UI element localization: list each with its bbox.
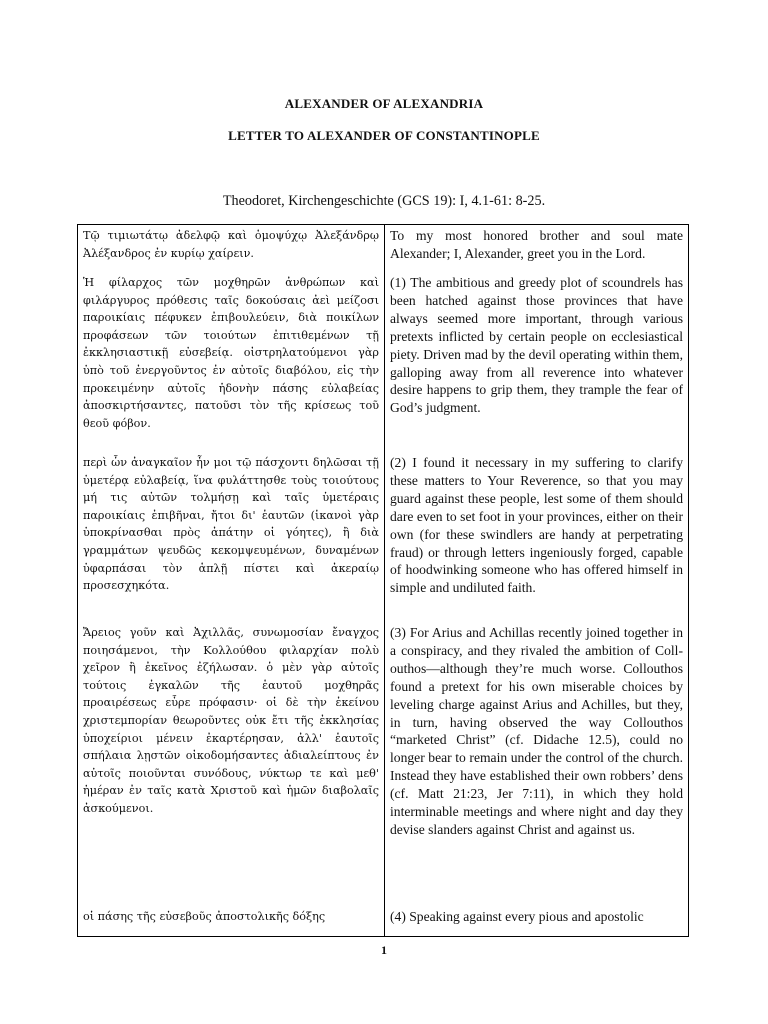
document-title: ALEXANDER OF ALEXANDRIA [284,96,484,111]
parallel-text-table [77,224,689,937]
greek-paragraph-2: περὶ ὧν ἀναγκαῖον ἦν μοι τῷ πάσχοντι δηλῶσαι τῇ ὑμετέρᾳ εὐλαβείᾳ, ἵνα φυλάττησθε τοὺς τοιούτους μή τις αὐτῶν τολμήσῃ καὶ ταῖς ὑμετέραις παροικίαις ἐπιβῆναι, ἤτοι δι' ἑαυτῶν (ἱκανοὶ γὰρ ὑποκρίνασθαι πρὸς ἀπάτην οἱ γόητες), ἢ διὰ γραμμάτων ψευδῶς κεκομψευμένων, δυναμένων ὑφαρπάσαι τὸν ἁπλῇ πίστει καὶ ἀκεραίῳ προσεσχηκότα. [83,456,379,593]
greek-cell [78,225,385,937]
document-subtitle: LETTER TO ALEXANDER OF CONSTANTINOPLE [228,128,540,143]
english-cell [385,225,689,937]
table-row [78,225,689,937]
greek-paragraph-3: Ἄρειος γοῦν καὶ Ἀχιλλᾶς, συνωμοσίαν ἔναγχος ποιησάμενοι, τὴν Κολλούθου φιλαρχίαν πολὺ χεῖρον ἢ ἐκεῖνος ἐζήλωσαν. ὁ μὲν γὰρ αὐτοῖς τούτοις ἐγκαλῶν τῆς ἑαυτοῦ μοχθηρᾶς προαιρέσεως εὗρε πρόφασιν· οἱ δὲ τὴν ἐκείνου χριστεμπορίαν θεωροῦντες οὐκ ἔτι τῆς ἐκκλησίας ὑποχείριοι μένειν ἐκαρτέρησαν, ἀλλ' ἑαυτοῖς σπήλαια λῃστῶν οἰκοδομήσαντες ἀδιαλείπτους ἐν αὐτοῖς ποιοῦνται συνόδους, νύκτωρ τε καὶ μεθ' ἡμέραν ἐν ταῖς κατὰ Χριστοῦ καὶ ἡμῶν διαβολαῖς ἀσκούμενοι. [83,626,379,815]
english-paragraph-4: (4) Speaking against every pious and apostolic [390,909,644,924]
english-paragraph-salutation: To my most honored brother and soul mate Alexander; I, Alexander, greet you in the Lord. [390,228,683,261]
greek-paragraph-salutation: Τῷ τιμιωτάτῳ ἀδελφῷ καὶ ὁμοψύχῳ Ἀλεξάνδρῳ Ἀλέξανδρος ἐν κυρίῳ χαίρειν. [83,229,379,260]
source-citation: Theodoret, Kirchengeschichte (GCS 19): I, 4.1-61: 8-25. [222,193,546,209]
english-paragraph-2: (2) I found it necessary in my suffering to clarify these matters to Your Reverence, so that you may guard against these people, lest some of them should dare even to set foot in your provinces, either on their own (for these swindlers are handy at perpetrating fraud) or through letters ingeniously forged, capable of hoodwinking someone who has offered himself in simple and undiluted faith. [390,455,683,596]
greek-paragraph-1: Ἡ φίλαρχος τῶν μοχθηρῶν ἀνθρώπων καὶ φιλάργυρος πρόθεσις ταῖς δοκούσαις ἀεὶ μείζοσι παροικίαις πέφυκεν ἐπιβουλεύειν, διὰ ποικίλων προφάσεων τῶν τοιούτων ἐπιτιθεμένων τῇ ἐκκλησιαστικῇ εὐσεβείᾳ. οἰστρηλατούμενοι γὰρ ὑπὸ τοῦ ἐνεργοῦντος ἐν αὐτοῖς διαβόλου, εἰς τὴν προκειμένην αὐτοῖς ἡδονὴν πάσης εὐλαβείας ἀποσκιρτήσαντες, πατοῦσι τὸν τῆς κρίσεως τοῦ θεοῦ φόβον. [83,276,379,430]
greek-paragraph-4: οἱ πάσης τῆς εὐσεβοῦς ἀποστολικῆς δόξης [83,910,326,923]
english-paragraph-1: (1) The ambitious and greedy plot of scoundrels has been hatched against those provinces that have always seemed more important, through various pretexts inflicted by certain people on ecclesiastical piety. Driven mad by the devil operating within them, galloping away from all reverence into whatever desire happens to grip them, they trample the fear of God’s judgment. [390,275,683,416]
english-paragraph-3: (3) For Arius and Achillas recently joined together in a conspiracy, and they rivaled the ambition of Coll- outhos—although they’re much worse. Collouthos found a pretext for his own miserable choices by leveling charge against Arius and Achilles, but they, in turn, having observed the way Collouthos “marketed Christ” (cf. Didache 12.5), could no longer bear to remain under the control of the church. Instead they have established their own robbers’ dens (cf. Matt 21:23, Jer 7:11), in which they hold interminable meetings and where night and day they devise slanders against Christ and against us. [390,625,683,837]
page-number: 1 [381,943,387,957]
